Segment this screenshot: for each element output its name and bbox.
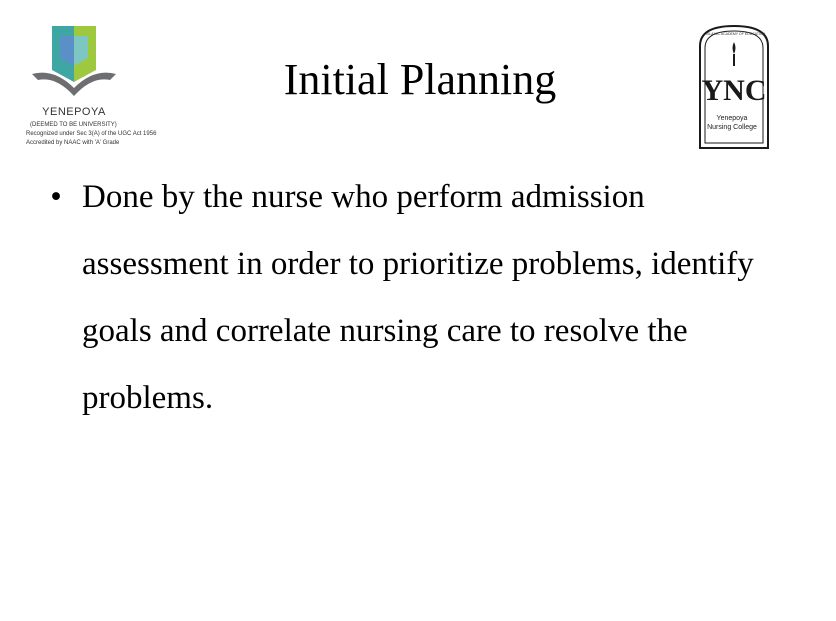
crest-arch-text: ISLAMIC ACADEMY OF EDUCATION <box>706 32 766 36</box>
yenepoya-university-logo <box>24 22 157 156</box>
bullet-marker: • <box>50 179 62 215</box>
bullet-list <box>30 164 790 432</box>
logo-name-text: YENEPOYA <box>42 106 106 118</box>
college-name-line2: Nursing College <box>707 124 757 131</box>
bullet-text: Done by the nurse who perform admission assessment in order to prioritize problems, identify goals and correlate nursing care to resolve the problems. <box>82 179 754 416</box>
bullet-item <box>30 164 790 432</box>
logo-accreditation-text: Accredited by NAAC with 'A' Grade <box>26 140 120 146</box>
logo-recognition-text: Recognized under Sec 3(A) of the UGC Act 1956 <box>26 131 157 137</box>
slide-title: Initial Planning <box>283 55 557 104</box>
college-name-line1: Yenepoya <box>716 115 748 122</box>
lamp-stem <box>733 54 735 66</box>
college-name-text <box>696 114 768 132</box>
shield-emblem-icon <box>24 22 124 106</box>
yenepoya-nursing-college-logo <box>696 24 772 150</box>
monogram-text: YNC <box>701 74 767 107</box>
logo-subtitle-text: (DEEMED TO BE UNIVERSITY) <box>30 122 117 128</box>
